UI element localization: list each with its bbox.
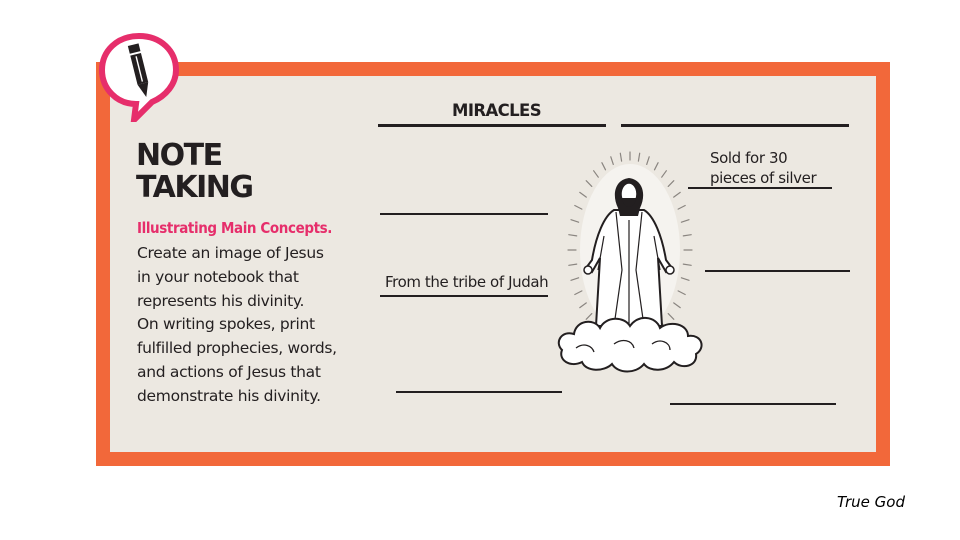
ray-dash — [569, 264, 577, 265]
ray-dash — [569, 235, 577, 236]
spoke-line-right-3 — [670, 403, 836, 405]
ray-dash — [678, 291, 685, 295]
page-title — [136, 140, 253, 204]
ray-dash — [674, 303, 681, 308]
spoke-line-left-2 — [380, 295, 548, 297]
spoke-label-line: From the tribe of Judah — [385, 273, 549, 291]
ray-dash — [571, 220, 579, 223]
ray-dash — [602, 163, 606, 170]
spoke-line-top-left — [378, 124, 606, 127]
instruction-line: in your notebook that — [137, 267, 299, 286]
spoke-label-silver — [710, 148, 816, 188]
spoke-label-judah — [385, 272, 548, 292]
instruction-line: demonstrate his divinity. — [137, 386, 321, 405]
ray-dash — [647, 157, 650, 165]
ray-dash — [571, 278, 579, 281]
ray-dash — [586, 181, 592, 187]
instruction-line: and actions of Jesus that — [137, 362, 321, 381]
diagram-heading: MIRACLES — [452, 101, 542, 120]
instructions — [137, 242, 337, 409]
ray-dash — [586, 314, 592, 320]
pencil-icon — [98, 32, 180, 122]
jesus-on-cloud-illustration — [552, 150, 708, 376]
slide-caption: True God — [837, 493, 905, 511]
subtitle: Illustrating Main Concepts. — [137, 219, 333, 237]
ray-dash — [668, 181, 674, 187]
spoke-label-line: pieces of silver — [710, 169, 817, 187]
ray-dash — [638, 153, 639, 161]
ray-dash — [575, 291, 582, 295]
ray-dash — [668, 314, 674, 320]
instruction-line: On writing spokes, print — [137, 315, 315, 334]
ray-dash — [575, 206, 582, 210]
spoke-line-top-right — [621, 124, 849, 127]
ray-dash — [683, 235, 691, 236]
spoke-line-right-2 — [705, 270, 850, 272]
instruction-line: Create an image of Jesus — [137, 244, 324, 262]
ray-dash — [580, 303, 587, 308]
ray-dash — [681, 220, 689, 223]
title-line-2: TAKING — [136, 170, 253, 205]
ray-dash — [655, 163, 659, 170]
ray-dash — [678, 206, 685, 210]
instruction-line: fulfilled prophecies, words, — [137, 339, 337, 358]
ray-dash — [594, 171, 599, 178]
spoke-line-left-1 — [380, 213, 548, 215]
spoke-line-left-3 — [396, 391, 562, 393]
spoke-label-line: Sold for 30 — [710, 149, 788, 167]
title-line-1: NOTE — [136, 138, 222, 173]
ray-dash — [662, 171, 667, 178]
ray-dash — [683, 264, 691, 265]
ray-dash — [580, 192, 587, 197]
ray-dash — [681, 278, 689, 281]
ray-dash — [620, 153, 621, 161]
instruction-line: represents his divinity. — [137, 291, 305, 310]
ray-dash — [674, 192, 681, 197]
ray-dash — [611, 157, 614, 165]
